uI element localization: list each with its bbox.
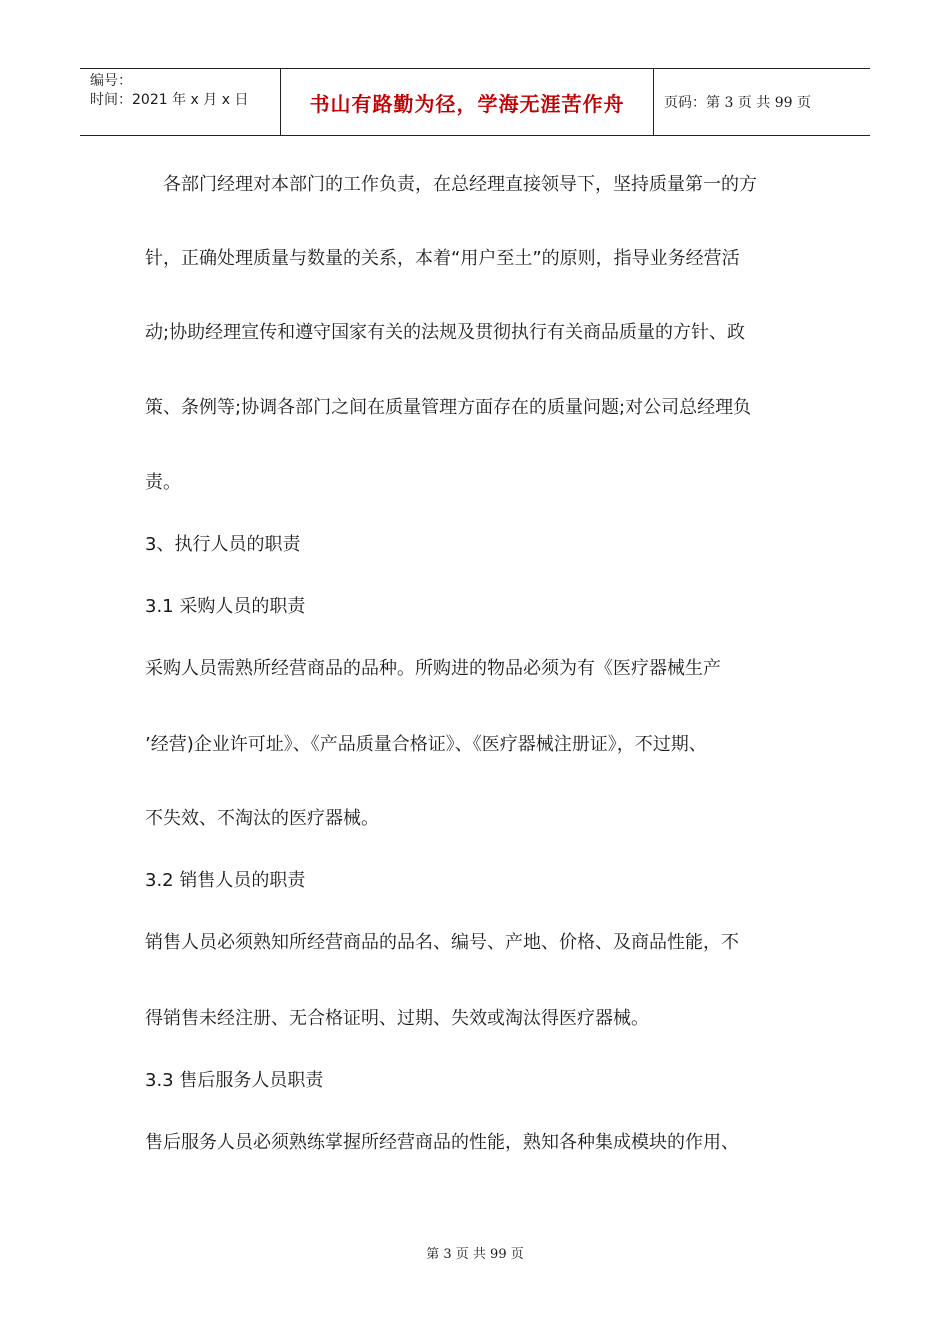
- header-motto-cell: [281, 69, 654, 135]
- motto: 书山有路勤为径，学海无涯苦作舟: [309, 92, 625, 116]
- body-line: 各部门经理对本部门的工作负责，在总经理直接领导下，坚持质量第一的方: [145, 174, 757, 195]
- body-line: 针，正确处理质量与数量的关系，本着“用户至土”的原则，指导业务经营活: [145, 248, 740, 269]
- subsection-heading: 3.1 采购人员的职责: [145, 596, 306, 617]
- body-line: 责。: [145, 472, 181, 493]
- section-heading: 3、执行人员的职责: [145, 534, 301, 555]
- header-table: [80, 68, 870, 136]
- header-info-cell: [80, 69, 281, 135]
- body-line: ’经营)企业许可址》、《产品质量合格证》、《医疗器械注册证》，不过期、: [145, 734, 707, 755]
- body-line: 得销售未经注册、无合格证明、过期、失效或淘汰得医疗器械。: [145, 1008, 649, 1029]
- body-line: 售后服务人员必须熟练掌握所经营商品的性能，熟知各种集成模块的作用、: [145, 1132, 739, 1153]
- body-line: 采购人员需熟所经营商品的品种。所购进的物品必须为有《医疗器械生产: [145, 658, 721, 679]
- subsection-heading: 3.2 销售人员的职责: [145, 870, 306, 891]
- page-code: 页码：第 3 页 共 99 页: [664, 95, 811, 111]
- body-line: 销售人员必须熟知所经营商品的品名、编号、产地、价格、及商品性能，不: [145, 932, 739, 953]
- body-line: 不失效、不淘汰的医疗器械。: [145, 808, 379, 829]
- header-page-cell: [654, 69, 870, 135]
- subsection-heading: 3.3 售后服务人员职责: [145, 1070, 324, 1091]
- body-line: 动;协助经理宣传和遵守国家有关的法规及贯彻执行有关商品质量的方针、政: [145, 322, 746, 343]
- body-line: 策、条例等;协调各部门之间在质量管理方面存在的质量问题;对公司总经理负: [145, 397, 752, 418]
- number-label: 编号：: [90, 73, 132, 89]
- time-label: 时间：2021 年 x 月 x 日: [90, 92, 249, 108]
- page-footer: 第 3 页 共 99 页: [426, 1247, 524, 1262]
